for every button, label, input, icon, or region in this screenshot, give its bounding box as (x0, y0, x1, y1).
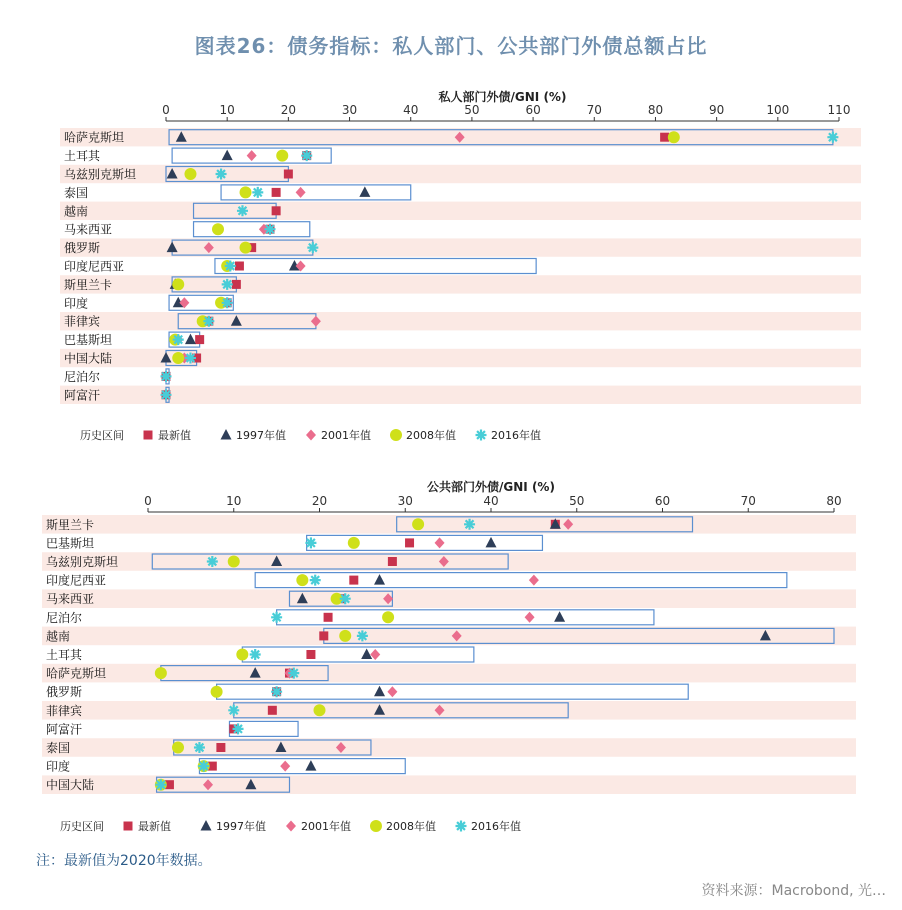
country-row (60, 312, 861, 330)
range-box (199, 759, 405, 774)
y2016-marker (198, 761, 209, 772)
legend-label: 2008年值 (386, 820, 436, 833)
country-row (42, 664, 856, 683)
latest-marker (349, 576, 358, 585)
legend-y1997-marker (221, 429, 232, 440)
latest-marker (324, 613, 333, 622)
latest-marker (660, 133, 669, 142)
country-row (42, 701, 856, 720)
country-label: 哈萨克斯坦 (64, 130, 125, 145)
x-tick-label: 100 (766, 103, 790, 117)
axis-title: 公共部门外债/GNI (%) (427, 480, 555, 494)
country-label: 俄罗斯 (46, 685, 83, 700)
country-row (42, 515, 856, 534)
y2008-marker (339, 630, 351, 642)
y2008-marker (155, 667, 167, 679)
latest-marker (272, 206, 281, 215)
y2016-marker (185, 353, 196, 364)
range-box (255, 573, 787, 588)
country-label: 马来西亚 (64, 222, 113, 237)
y1997-marker (554, 611, 565, 622)
legend-label: 2016年值 (491, 429, 541, 442)
y2016-marker (222, 279, 233, 290)
country-label: 斯里兰卡 (46, 517, 95, 532)
legend-label: 2001年值 (301, 820, 351, 833)
country-row (60, 202, 861, 220)
row-band (42, 738, 856, 757)
legend-y2016-marker (476, 430, 487, 441)
country-row (46, 610, 654, 625)
y2016-marker (233, 723, 244, 734)
y2016-marker (301, 150, 312, 161)
y1997-marker (374, 574, 385, 585)
y2016-marker (250, 649, 261, 660)
x-tick-label: 0 (144, 494, 152, 508)
y2001-marker (435, 537, 445, 548)
country-label: 菲律宾 (46, 703, 83, 718)
country-label: 越南 (64, 204, 89, 219)
y2016-marker (464, 519, 475, 530)
latest-marker (306, 650, 315, 659)
y2016-marker (271, 686, 282, 697)
row-band (42, 589, 856, 608)
legend-label: 最新值 (138, 820, 171, 833)
y2001-marker (529, 575, 539, 586)
country-row (60, 349, 861, 367)
row-band (42, 515, 856, 534)
legend-y1997-marker (201, 820, 212, 831)
country-label: 阿富汗 (46, 722, 83, 737)
country-row (64, 259, 536, 274)
legend-label: 1997年值 (236, 429, 286, 442)
axis-title: 私人部门外债/GNI (%) (438, 90, 567, 104)
country-label: 泰国 (64, 185, 89, 200)
latest-marker (319, 631, 328, 640)
country-label: 哈萨克斯坦 (46, 666, 107, 681)
y2016-marker (216, 169, 227, 180)
y2016-marker (357, 630, 368, 641)
country-row (42, 589, 856, 608)
y2008-marker (236, 649, 248, 661)
legend-label: 最新值 (158, 429, 191, 442)
latest-marker (195, 335, 204, 344)
country-label: 中国大陆 (64, 351, 113, 366)
latest-marker (235, 262, 244, 271)
y1997-marker (359, 186, 370, 197)
y2008-marker (212, 223, 224, 235)
legend-label: 2001年值 (321, 429, 371, 442)
row-band (60, 312, 861, 330)
y2016-marker (173, 334, 184, 345)
y2016-marker (161, 389, 172, 400)
country-row (42, 552, 856, 571)
legend-y2008-marker (390, 429, 402, 441)
y1997-marker (222, 150, 233, 161)
y2001-marker (247, 150, 257, 161)
range-box (307, 535, 543, 550)
x-tick-label: 60 (525, 103, 541, 117)
country-row (42, 775, 856, 794)
x-tick-label: 10 (219, 103, 235, 117)
y2008-marker (172, 278, 184, 290)
x-tick-label: 90 (708, 103, 725, 117)
y1997-marker (185, 334, 196, 345)
x-tick-label: 110 (827, 103, 851, 117)
country-label: 印度尼西亚 (64, 259, 125, 274)
country-label: 菲律宾 (64, 314, 101, 329)
country-label: 中国大陆 (46, 778, 95, 793)
latest-marker (232, 280, 241, 289)
legend-latest-marker (124, 822, 133, 831)
latest-marker (388, 557, 397, 566)
y2008-marker (668, 131, 680, 143)
range-box (215, 259, 536, 274)
y2016-marker (225, 261, 236, 272)
y2016-marker (222, 297, 233, 308)
x-tick-label: 30 (397, 494, 413, 508)
country-row (46, 573, 787, 588)
y2001-marker (525, 612, 535, 623)
country-label: 土耳其 (46, 648, 83, 662)
y2016-marker (194, 742, 205, 753)
y1997-marker (305, 760, 316, 771)
x-tick-label: 0 (162, 103, 170, 117)
public-debt-chart (0, 470, 902, 845)
country-row (64, 222, 310, 237)
private-debt-chart (0, 80, 902, 455)
country-row (64, 332, 204, 347)
y2001-marker (296, 187, 306, 198)
country-row (60, 275, 861, 293)
y2016-marker (161, 371, 172, 382)
legend (80, 428, 541, 442)
y2008-marker (382, 611, 394, 623)
y2001-marker (387, 686, 397, 697)
x-tick-label: 10 (226, 494, 242, 508)
country-label: 巴基斯坦 (64, 333, 113, 348)
x-tick-label: 20 (311, 494, 328, 508)
country-label: 越南 (46, 629, 71, 644)
row-band (60, 202, 861, 220)
y2008-marker (276, 150, 288, 162)
country-label: 印度 (64, 296, 89, 311)
x-tick-label: 80 (826, 494, 842, 508)
y2008-marker (172, 742, 184, 754)
country-row (46, 647, 474, 662)
row-band (42, 552, 856, 571)
y2016-marker (310, 575, 321, 586)
country-row (46, 721, 298, 736)
legend-label: 历史区间 (60, 820, 104, 833)
y1997-marker (486, 537, 497, 548)
legend-y2008-marker (370, 820, 382, 832)
y2016-marker (265, 224, 276, 235)
range-box (194, 222, 310, 237)
legend-label: 1997年值 (216, 820, 266, 833)
x-tick-label: 20 (280, 103, 297, 117)
range-box (277, 610, 654, 625)
y2008-marker (228, 556, 240, 568)
country-row (60, 386, 861, 404)
x-tick-label: 40 (483, 494, 499, 508)
y2016-marker (237, 205, 248, 216)
country-label: 乌兹别克斯坦 (64, 167, 137, 182)
y2016-marker (207, 556, 218, 567)
country-label: 土耳其 (64, 149, 101, 164)
row-band (42, 627, 856, 646)
row-band (60, 165, 861, 183)
legend-label: 历史区间 (80, 429, 124, 442)
x-tick-label: 70 (586, 103, 602, 117)
y2016-marker (271, 612, 282, 623)
y2008-marker (412, 518, 424, 530)
range-box (217, 684, 689, 699)
y2016-marker (228, 705, 239, 716)
legend-latest-marker (144, 431, 153, 440)
legend-label: 2016年值 (471, 820, 521, 833)
y2008-marker (184, 168, 196, 180)
country-label: 斯里兰卡 (64, 277, 113, 292)
y2016-marker (305, 537, 316, 548)
x-tick-label: 50 (464, 103, 480, 117)
country-label: 巴基斯坦 (46, 536, 95, 551)
legend-y2001-marker (286, 821, 296, 832)
y2016-marker (827, 132, 838, 143)
country-label: 俄罗斯 (64, 241, 101, 256)
x-tick-label: 70 (740, 494, 756, 508)
y1997-marker (374, 686, 385, 697)
row-band (60, 386, 861, 404)
row-band (60, 238, 861, 256)
y2001-marker (280, 761, 290, 772)
x-tick-label: 60 (654, 494, 671, 508)
y2008-marker (314, 704, 326, 716)
y2016-marker (203, 316, 214, 327)
y2008-marker (296, 574, 308, 586)
country-row (46, 535, 542, 550)
y2016-marker (307, 242, 318, 253)
y2008-marker (240, 242, 252, 254)
country-row (42, 627, 856, 646)
row-band (42, 701, 856, 720)
country-label: 印度 (46, 759, 71, 774)
country-label: 印度尼西亚 (46, 573, 107, 588)
x-tick-label: 40 (403, 103, 419, 117)
footnote: 注：最新值为2020年数据。 (36, 853, 212, 869)
latest-marker (216, 743, 225, 752)
y2016-marker (340, 593, 351, 604)
latest-marker (284, 170, 293, 179)
country-label: 阿富汗 (64, 388, 101, 403)
country-label: 尼泊尔 (46, 610, 83, 625)
legend-y2016-marker (456, 821, 467, 832)
country-label: 马来西亚 (46, 592, 95, 607)
legend-y2001-marker (306, 430, 316, 441)
x-tick-label: 80 (647, 103, 664, 117)
y2008-marker (211, 686, 223, 698)
country-row (46, 759, 405, 774)
x-tick-label: 30 (341, 103, 358, 117)
country-row (60, 238, 861, 256)
y1997-marker (361, 649, 372, 660)
latest-marker (272, 188, 281, 197)
country-row (60, 165, 861, 183)
country-row (64, 148, 331, 163)
country-row (42, 738, 856, 757)
y2016-marker (252, 187, 263, 198)
range-box (242, 647, 474, 662)
legend-label: 2008年值 (406, 429, 456, 442)
country-row (64, 185, 411, 200)
country-row (60, 128, 861, 146)
y2008-marker (172, 352, 184, 364)
legend (60, 819, 521, 833)
y2016-marker (288, 668, 299, 679)
country-label: 泰国 (46, 741, 71, 755)
y2016-marker (155, 779, 166, 790)
y2008-marker (240, 186, 252, 198)
latest-marker (268, 706, 277, 715)
source-credit: 资料来源：Macrobond, 光… (701, 883, 886, 899)
country-row (64, 295, 233, 310)
country-row (46, 684, 688, 699)
page-title: 图表26：债务指标：私人部门、公共部门外债总额占比 (194, 34, 708, 58)
latest-marker (405, 538, 414, 547)
y2008-marker (348, 537, 360, 549)
x-tick-label: 50 (569, 494, 585, 508)
country-label: 尼泊尔 (64, 369, 101, 384)
country-row (64, 369, 172, 384)
country-label: 乌兹别克斯坦 (46, 555, 119, 569)
